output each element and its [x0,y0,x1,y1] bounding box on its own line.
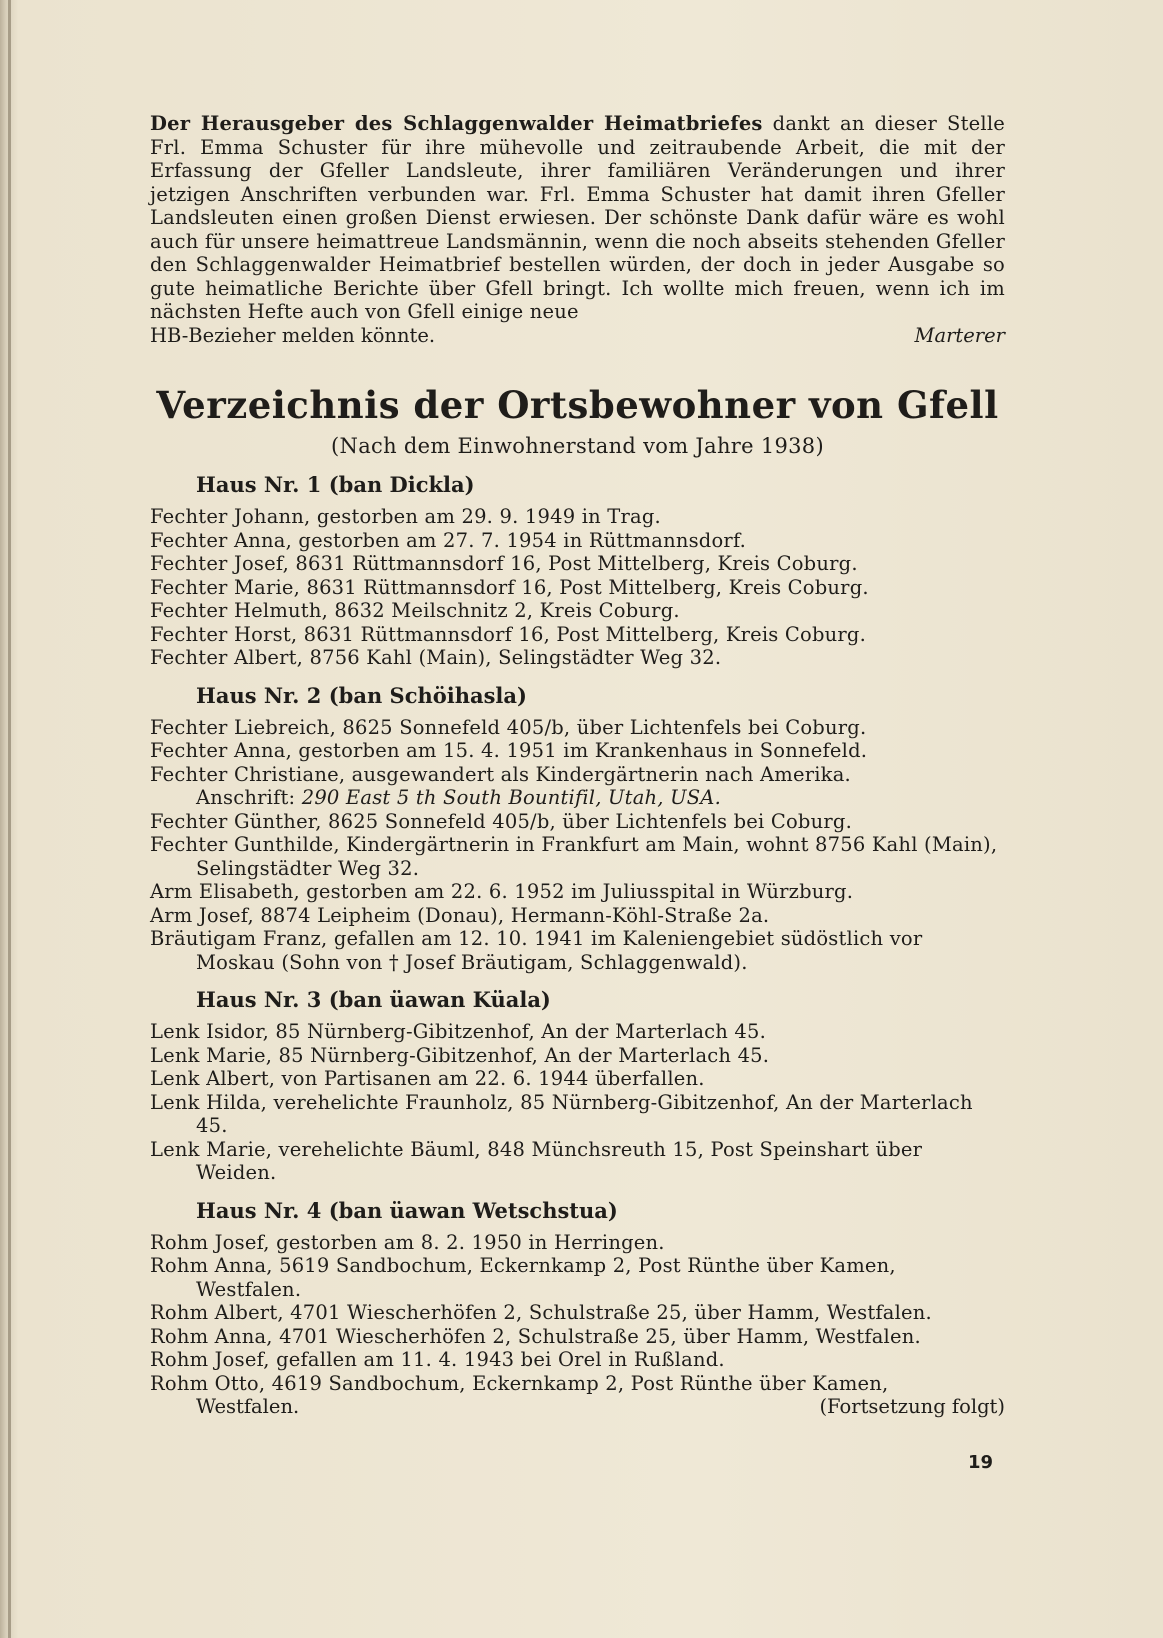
list-item: Rohm Anna, 4701 Wiescherhöfen 2, Schulstraße 25, über Hamm, Westfalen. [150,1324,921,1348]
page-number: 19 [968,1452,994,1473]
list-item: Fechter Gunthilde, Kindergärtnerin in Frankfurt am Main, wohnt 8756 Kahl (Main), Selingstädter Weg 32. [150,833,998,880]
document-body [150,112,1005,1419]
list-item: Fechter Johann, gestorben am 29. 9. 1949 in Trag. [150,505,661,528]
intro-last-line [150,324,1005,348]
binding-gutter [8,0,11,1638]
address-label: Anschrift: [196,786,296,809]
intro-text [150,112,1005,324]
list-item: Rohm Anna, 5619 Sandbochum, Eckernkamp 2, Post Rünthe über Kamen, Westfalen. [150,1254,896,1301]
house-heading: Haus Nr. 2 (ban Schöihasla) [196,682,527,708]
intro-body: dankt an dieser Stelle Frl. Emma Schuster für ihre mühevolle und zeitraubende Arbeit, die mit der Erfassung der Gfeller Landsleute, ihrer familiären Veränderungen und ihrer jetzigen Anschriften verbunden war. Frl. Emma Schuster hat damit ihren Gfeller Landsleuten einen großen Dienst erwiesen. Der schönste Dank dafür wäre es wohl auch für unsere heimattreue Landsmännin, wenn die noch abseits stehenden Gfeller den Schlaggenwalder Heimatbrief bestellen würden, der doch in jeder Ausgabe so gute heimatliche Berichte über Gfell bringt. Ich wollte mich freuen, wenn ich im nächsten Hefte auch von Gfell einige neue [150,112,1005,323]
list-item: Fechter Christiane, ausgewandert als Kindergärtnerin nach Amerika. [150,762,851,786]
house-heading: Haus Nr. 3 (ban üawan Küala) [196,987,551,1012]
list-item: Lenk Isidor, 85 Nürnberg-Gibitzenhof, An der Marterlach 45. [150,1020,767,1043]
page-title: Verzeichnis der Ortsbewohner von Gfell [156,383,999,427]
list-item: Arm Josef, 8874 Leipheim (Donau), Hermann-Köhl-Straße 2a. [150,903,770,927]
list-item: Lenk Albert, von Partisanen am 22. 6. 1944 überfallen. [150,1067,705,1090]
list-item: Fechter Günther, 8625 Sonnefeld 405/b, über Lichtenfels bei Coburg. [150,809,852,833]
list-item: Fechter Horst, 8631 Rüttmannsdorf 16, Post Mittelberg, Kreis Coburg. [150,622,866,646]
signature: Marterer [914,323,1005,347]
final-line-text: Westfalen. [196,1395,300,1418]
final-line [150,1395,1005,1419]
house-section-2 [150,682,1005,975]
house-section-1 [150,471,1005,670]
page-subtitle: (Nach dem Einwohnerstand vom Jahre 1938) [331,434,824,458]
list-item: Rohm Otto, 4619 Sandbochum, Eckernkamp 2, Post Rünthe über Kamen, [150,1371,889,1395]
list-item: Fechter Liebreich, 8625 Sonnefeld 405/b, über Lichtenfels bei Coburg. [150,715,867,739]
list-item: Fechter Helmuth, 8632 Meilschnitz 2, Kreis Coburg. [150,599,680,622]
list-item: Fechter Albert, 8756 Kahl (Main), Selingstädter Weg 32. [150,646,722,669]
intro-paragraph [150,112,1005,347]
intro-bold-lead: Der Herausgeber des Schlaggenwalder Heimatbriefes [150,112,763,135]
list-item: Rohm Josef, gefallen am 11. 4. 1943 bei Orel in Rußland. [150,1348,725,1371]
address-line [150,786,1005,810]
list-item: Bräutigam Franz, gefallen am 12. 10. 1941 im Kaleniengebiet südöstlich vor Moskau (Sohn von † Josef Bräutigam, Schlaggenwald). [150,927,923,974]
list-item: Fechter Anna, gestorben am 27. 7. 1954 in Rüttmannsdorf. [150,528,747,552]
address-value: 290 East 5 th South Bountifil, Utah, USA. [301,786,721,809]
list-item: Lenk Marie, verehelichte Bäuml, 848 Münchsreuth 15, Post Speinshart über Weiden. [150,1137,923,1184]
house-heading: Haus Nr. 1 (ban Dickla) [196,472,475,497]
continued-note: (Fortsetzung folgt) [819,1395,1005,1418]
house-heading: Haus Nr. 4 (ban üawan Wetschstua) [196,1197,618,1223]
list-item: Fechter Anna, gestorben am 15. 4. 1951 im Krankenhaus in Sonnefeld. [150,739,868,762]
intro-closing: HB-Bezieher melden könnte. [150,323,436,347]
list-item: Lenk Hilda, verehelichte Fraunholz, 85 Nürnberg-Gibitzenhof, An der Marterlach 45. [150,1090,973,1137]
list-item: Rohm Albert, 4701 Wiescherhöfen 2, Schulstraße 25, über Hamm, Westfalen. [150,1301,932,1324]
list-item: Lenk Marie, 85 Nürnberg-Gibitzenhof, An der Marterlach 45. [150,1043,770,1067]
list-item: Rohm Josef, gestorben am 8. 2. 1950 in Herringen. [150,1230,665,1254]
house-section-3 [150,986,1005,1185]
list-item: Arm Elisabeth, gestorben am 22. 6. 1952 im Juliusspital in Würzburg. [150,880,854,903]
house-section-4 [150,1197,1005,1419]
list-item: Fechter Josef, 8631 Rüttmannsdorf 16, Post Mittelberg, Kreis Coburg. [150,552,858,575]
list-item: Fechter Marie, 8631 Rüttmannsdorf 16, Post Mittelberg, Kreis Coburg. [150,575,869,599]
